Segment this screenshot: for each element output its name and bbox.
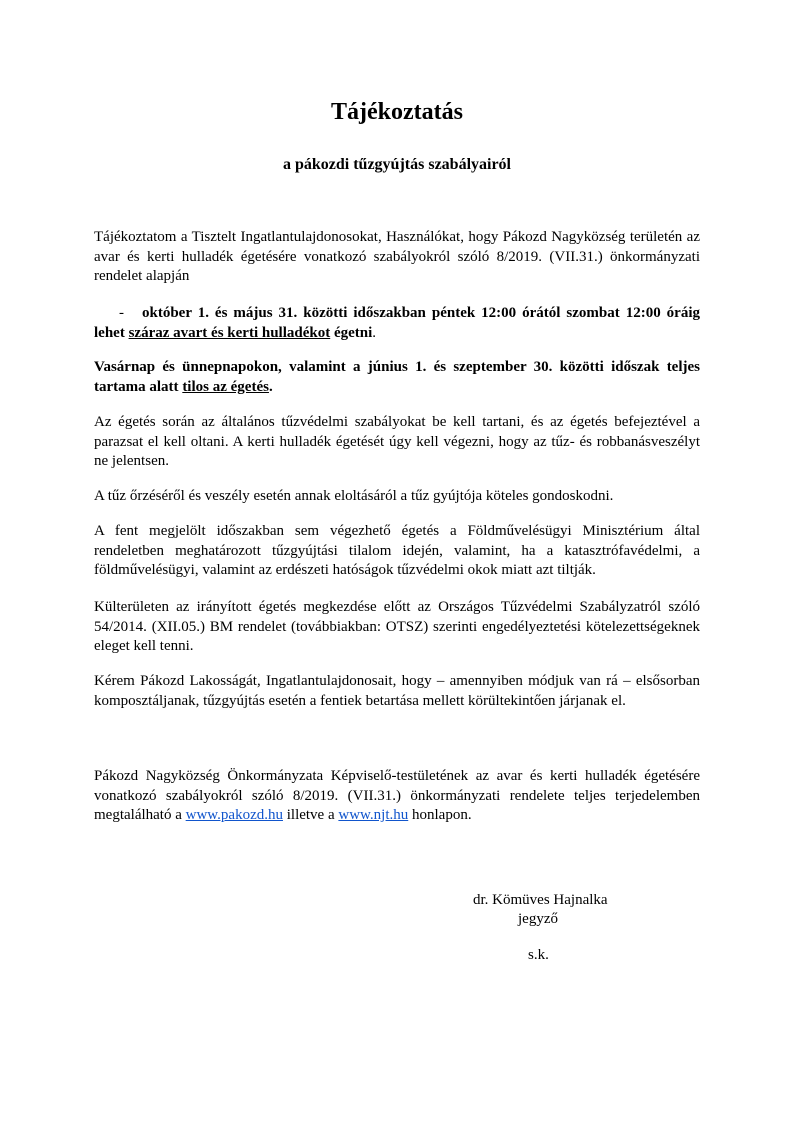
signature-sk: s.k.	[528, 947, 549, 963]
fire-ban-paragraph: A fent megjelölt időszakban sem végezhető égetés a Földművelésügyi Minisztérium által rendeletben meghatározott tűzgyújtási tilalom idején, valamint, ha a katasztrófavédelmi, a földművelésügyi, valamint az erdészeti hatóságok tűzvédelmi okok miatt azt tiltják.	[94, 523, 700, 579]
signatory-name: dr. Kömüves Hajnalka	[473, 892, 608, 908]
intro-paragraph: Tájékoztatom a Tisztelt Ingatlantulajdonosokat, Használókat, hogy Pákozd Nagyközség területén az avar és kerti hulladék égetésére vonatkozó szabályokról szóló 8/2019. (VII.31.) önkormányzati rendelet alapján	[94, 229, 700, 285]
bullet-text	[94, 304, 700, 343]
regulation-reference-paragraph	[94, 767, 700, 826]
signatory-role: jegyző	[518, 911, 558, 927]
otsz-paragraph: Külterületen az irányított égetés megkezdése előtt az Országos Tűzvédelmi Szabályzatról szóló 54/2014. (XII.05.) BM rendelet (továbbiakban: OTSZ) szerinti engedélyeztetési kötelezettségeknek eleget kell tenni.	[94, 599, 700, 655]
composting-request-paragraph: Kérem Pákozd Lakosságát, Ingatlantulajdonosait, hogy – amennyiben módjuk van rá – elsősorban komposztáljanak, tűzgyújtás esetén a fentiek betartása mellett körültekintően járjanak el.	[94, 673, 700, 709]
prohibition-underlined-text: tilos az égetés	[182, 378, 269, 395]
fire-safety-paragraph: Az égetés során az általános tűzvédelmi szabályokat be kell tartani, és az égetés befejeztével a parazsat el kell oltani. A kerti hulladék égetését úgy kell végezni, hogy az tűz- és robbanásveszélyt ne jelentsen.	[94, 414, 700, 470]
prohibition-paragraph	[94, 358, 700, 397]
document-subtitle: a pákozdi tűzgyújtás szabályairól	[282, 156, 511, 173]
njt-website-link[interactable]: www.njt.hu	[338, 807, 409, 824]
bullet-text-main: október 1. és május 31. közötti időszakban péntek 12:00 órától szombat 12:00 óráig lehet	[94, 305, 700, 341]
bullet-dash: -	[119, 305, 124, 321]
bullet-underlined-text: száraz avart és kerti hulladékot	[128, 324, 331, 341]
bullet-period: .	[372, 324, 377, 341]
burning-period-bullet	[94, 304, 700, 343]
pakozd-website-link[interactable]: www.pakozd.hu	[185, 807, 283, 824]
closing-text: Pákozd Nagyközség Önkormányzata Képviselő-testületének az avar és kerti hulladék égetésére vonatkozó szabályokról szóló 8/2019. (VII.31.) önkormányzati rendelete teljes terjedelemben megtalálható a	[94, 768, 700, 824]
closing-text-middle: illetve a	[282, 807, 339, 824]
prohibition-text: Vasárnap és ünnepnapokon, valamint a június 1. és szeptember 30. közötti időszak teljes tartama alatt	[94, 359, 700, 395]
fire-guarding-paragraph: A tűz őrzéséről és veszély esetén annak eloltásáról a tűz gyújtója köteles gondoskodni.	[94, 488, 614, 504]
bullet-text-after: égetni	[330, 324, 373, 341]
prohibition-period: .	[268, 378, 273, 395]
closing-text-end: honlapon.	[408, 807, 472, 824]
document-title: Tájékoztatás	[331, 99, 463, 125]
